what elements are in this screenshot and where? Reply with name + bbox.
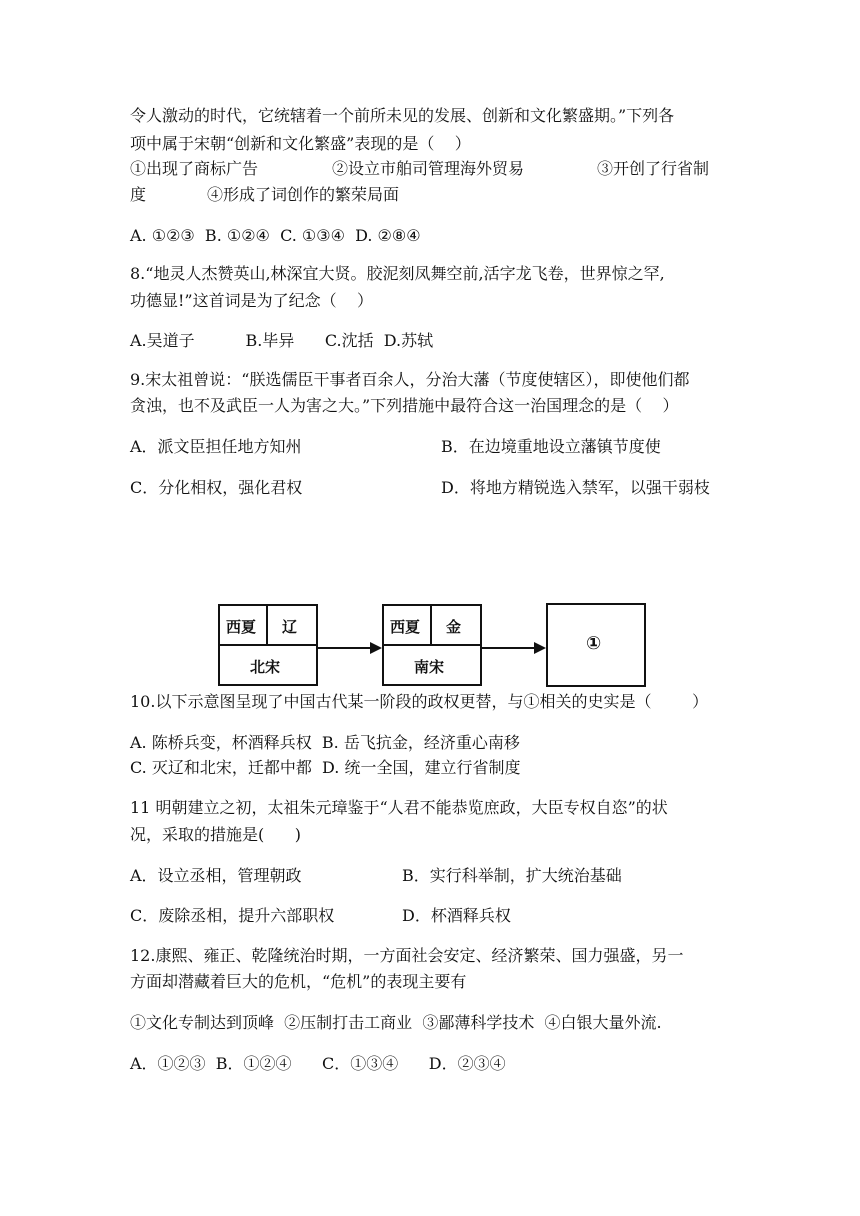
q12-line3: ①文化专制达到顶峰 ②压制打击工商业 ③鄙薄科学技术 ④白银大量外流. xyxy=(130,1013,662,1032)
q11-option-c: C．废除丞相，提升六部职权 xyxy=(130,906,335,925)
q9-option-c: C．分化相权，强化君权 xyxy=(130,478,303,497)
box1-xixia-label: 西夏 xyxy=(226,618,257,636)
q7-line1: 令人激动的时代，它统辖着一个前所未见的发展、创新和文化繁盛期。”下列各 xyxy=(130,106,675,125)
q11-line1: 11 明朝建立之初，太祖朱元璋鉴于“人君不能恭览庶政，大臣专权自恣”的状 xyxy=(130,798,668,817)
q7-answers: A. ①②③ B. ①②④ C. ①③④ D. ②⑧④ xyxy=(130,226,421,245)
arrow-2-head xyxy=(534,642,546,654)
q7-line2: 项中属于宋朝“创新和文化繁盛”表现的是（ ） xyxy=(130,134,471,153)
box1-northern-song-label: 北宋 xyxy=(250,658,281,676)
q11-option-d: D．杯酒释兵权 xyxy=(402,906,511,925)
q12-answers: A．①②③ B．①②④ C．①③④ D．②③④ xyxy=(130,1054,506,1073)
diagram-box-southern-song xyxy=(382,604,482,686)
box3-circled-1-label: ① xyxy=(586,633,602,654)
q9-option-b: B．在边境重地设立藩镇节度使 xyxy=(441,437,661,456)
q8-line2: 功德显!”这首词是为了纪念（ ） xyxy=(130,291,373,310)
q7-line4: 度 ④形成了词创作的繁荣局面 xyxy=(130,185,400,204)
q12-line2: 方面却潜藏着巨大的危机，“危机”的表现主要有 xyxy=(130,972,467,991)
q10-options-ab: A. 陈桥兵变，杯酒释兵权 B. 岳飞抗金，经济重心南移 xyxy=(130,733,520,752)
q7-option-2: ②设立市舶司管理海外贸易 xyxy=(332,159,525,178)
q11-line2: 况，采取的措施是( ) xyxy=(130,825,302,844)
arrow-2-line xyxy=(480,647,536,649)
arrow-1-head xyxy=(370,642,382,654)
q11-option-a: A．设立丞相，管理朝政 xyxy=(130,866,302,885)
q10-options-cd: C. 灭辽和北宋，迁都中都 D. 统一全国，建立行省制度 xyxy=(130,758,521,777)
q10-line1: 10.以下示意图呈现了中国古代某一阶段的政权更替，与①相关的史实是（ ） xyxy=(130,692,709,711)
box1-liao-label: 辽 xyxy=(282,618,298,636)
q7-option-3: ③开创了行省制 xyxy=(597,159,710,178)
q11-option-b: B．实行科举制，扩大统治基础 xyxy=(402,866,622,885)
q9-option-d: D．将地方精锐选入禁军，以强干弱枝 xyxy=(441,478,710,497)
diagram-box-unknown xyxy=(546,603,646,687)
diagram-box-northern-song xyxy=(218,604,318,686)
q9-line2: 贪浊，也不及武臣一人为害之大。”下列措施中最符合这一治国理念的是（ ） xyxy=(130,396,679,415)
q7-option-1: ①出现了商标广告 xyxy=(130,159,259,178)
box2-southern-song-label: 南宋 xyxy=(414,658,445,676)
q8-line1: 8.“地灵人杰赞英山,林深宜大贤。胶泥刻凤舞空前,活字龙飞卷，世界惊之罕, xyxy=(130,264,665,283)
q9-option-a: A．派文臣担任地方知州 xyxy=(130,437,302,456)
box2-xixia-label: 西夏 xyxy=(390,618,421,636)
arrow-1-line xyxy=(316,647,372,649)
q9-line1: 9.宋太祖曾说：“朕选儒臣干事者百余人，分治大藩（节度使辖区），即使他们都 xyxy=(130,370,690,389)
q8-answers: A.吴道子 B.毕异 C.沈括 D.苏轼 xyxy=(130,331,434,350)
q12-line1: 12.康熙、雍正、乾隆统治时期，一方面社会安定、经济繁荣、国力强盛，另一 xyxy=(130,946,684,965)
box2-jin-label: 金 xyxy=(446,618,462,636)
